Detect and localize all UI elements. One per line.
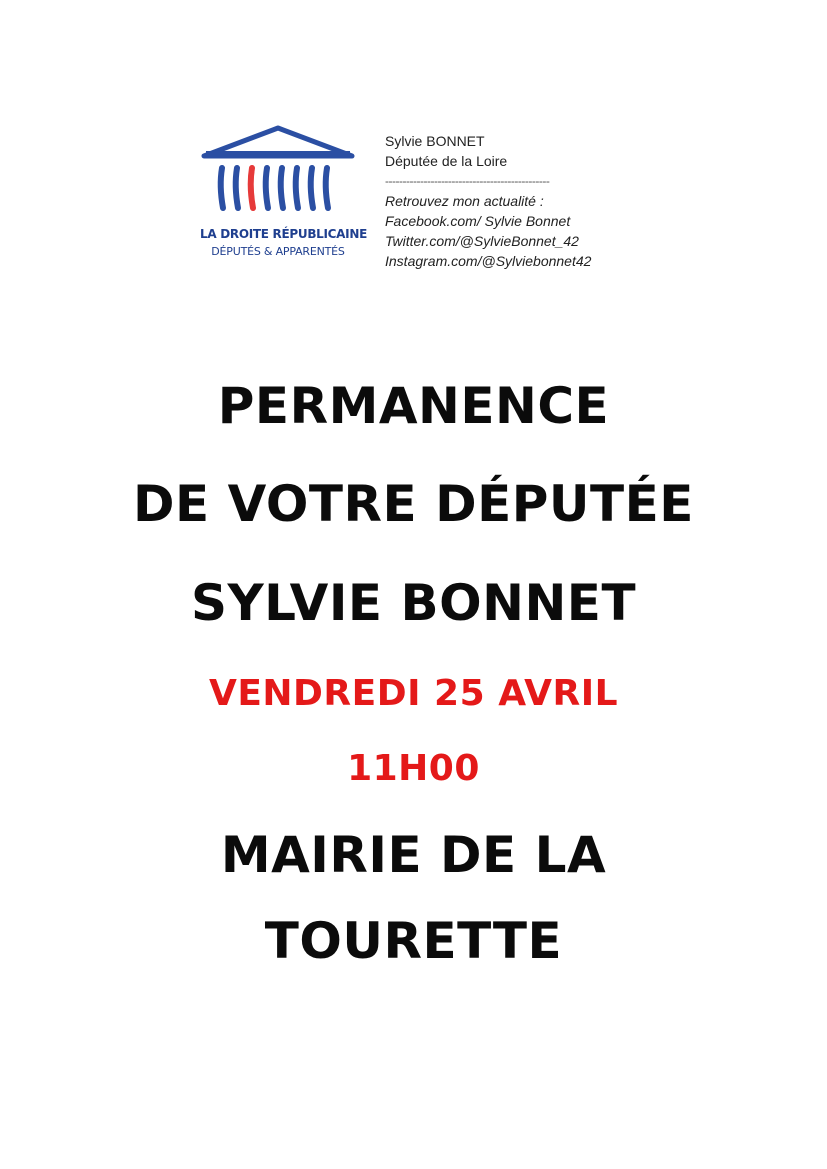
contact-instagram-link[interactable]: Instagram.com/@Sylviebonnet42 — [385, 253, 592, 269]
contact-name: Sylvie BONNET — [385, 133, 485, 149]
event-date: VENDREDI 25 AVRIL — [208, 673, 619, 714]
contact-block — [385, 131, 615, 271]
headline-deputee: DE VOTRE DÉPUTÉE — [133, 475, 694, 533]
contact-facebook-link[interactable]: Facebook.com/ Sylvie Bonnet — [385, 213, 571, 229]
logo-subtitle: DÉPUTÉS & APPARENTÉS — [211, 245, 345, 258]
logo-title: LA DROITE RÉPUBLICAINE — [200, 227, 367, 241]
contact-twitter-link[interactable]: Twitter.com/@SylvieBonnet_42 — [385, 233, 579, 249]
headline-name: SYLVIE BONNET — [190, 574, 637, 632]
contact-intro: Retrouvez mon actualité : — [385, 193, 544, 209]
event-place-line2: TOURETTE — [264, 912, 563, 970]
contact-separator: ----------------------------------------------- — [385, 174, 550, 188]
contact-role: Députée de la Loire — [385, 153, 508, 169]
event-time: 11H00 — [347, 748, 480, 789]
headline-permanence: PERMANENCE — [217, 377, 610, 435]
event-place-line1: MAIRIE DE LA — [220, 826, 607, 884]
assembly-building-icon — [200, 124, 356, 224]
logo — [200, 124, 367, 266]
